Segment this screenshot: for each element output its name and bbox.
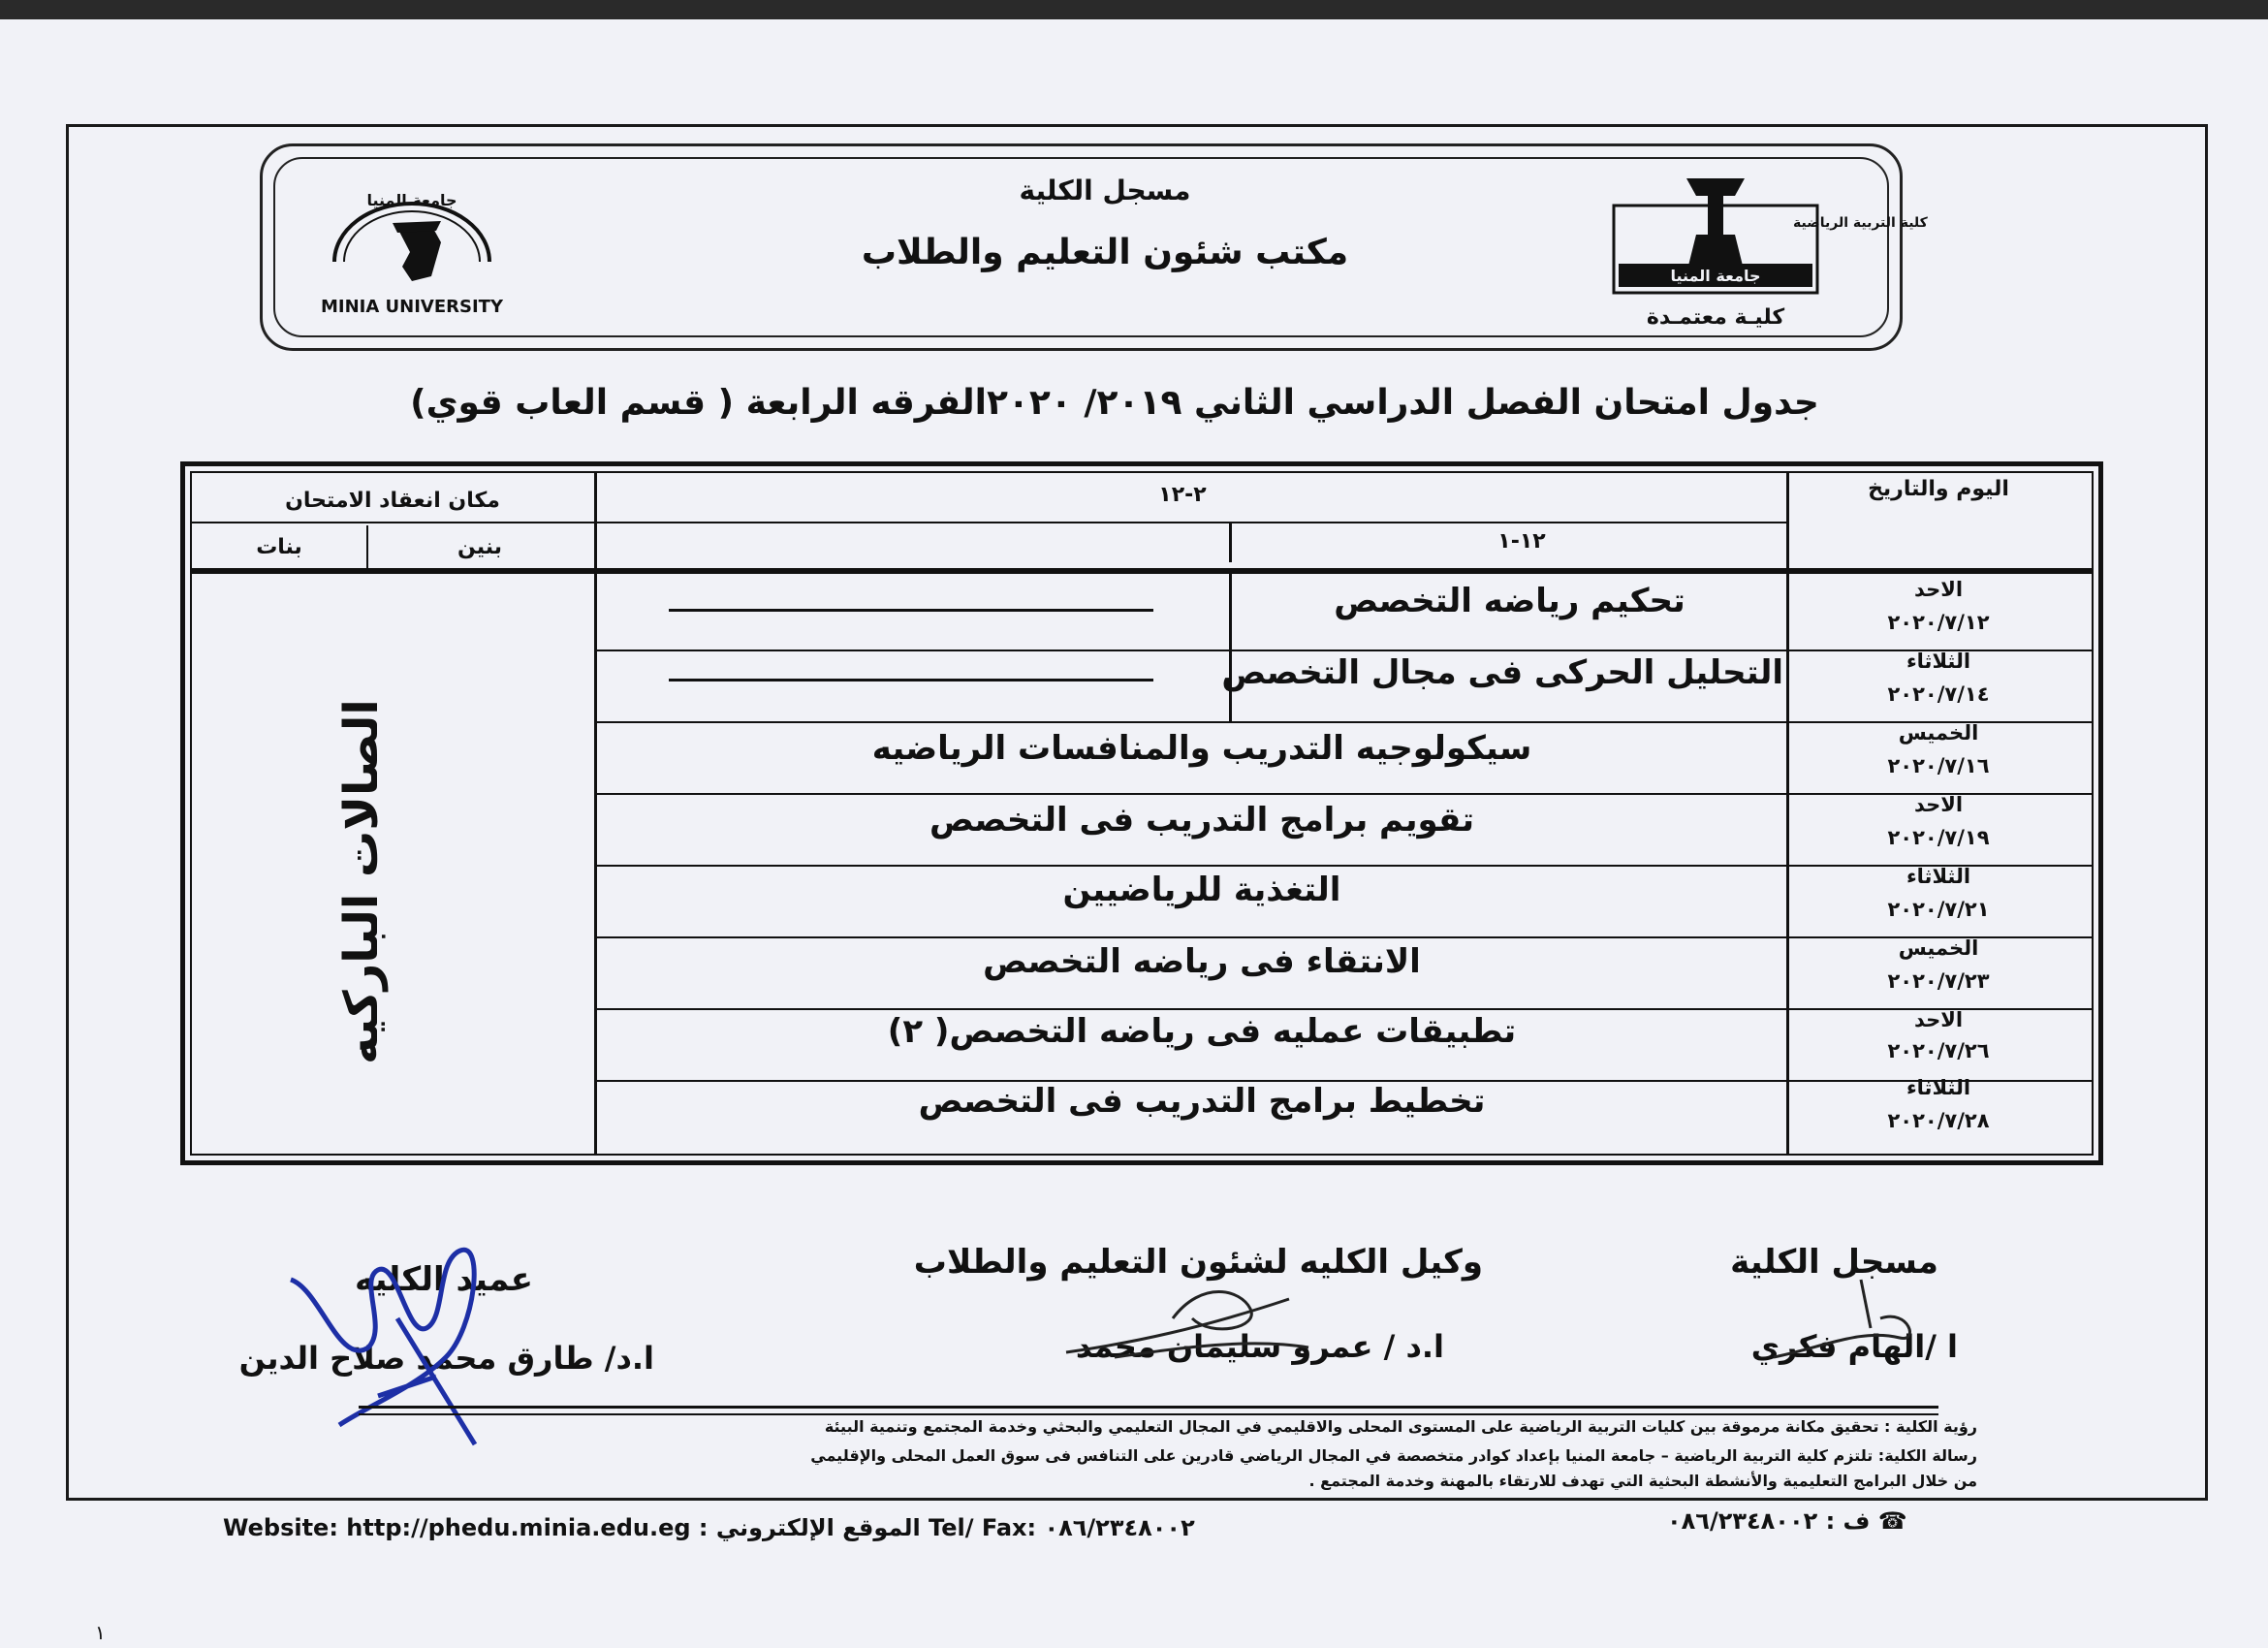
exam-location: الصالات الباركيه [334,699,389,1065]
col-divider-slot [1229,574,1232,721]
col-header-girls: بنات [256,535,302,559]
row-8-day: الثلاثاء [1906,1076,1971,1099]
time-slot-2: ١٢-١ [1497,529,1546,554]
fax-text: ف : ٠٨٦/٢٣٤٨٠٠٢ [1667,1507,1871,1535]
accredited-text: كليـة معتمـدة [1646,305,1785,330]
row-1-day: الاحد [1913,578,1964,601]
row-3-date: ٢٠٢٠/٧/١٦ [1887,754,1990,777]
fax-number [1667,1507,1907,1535]
row-4-day: الاحد [1913,793,1964,816]
row-4-date: ٢٠٢٠/٧/١٩ [1887,826,1990,849]
row-1-empty-slot [669,609,1153,612]
logo-university-text: MINIA UNIVERSITY [320,297,504,317]
row-2-course: التحليل الحركى فى مجال التخصص [1221,653,1783,692]
minia-university-logo-icon [296,184,528,320]
logo-faculty-text: كلية التربية الرياضية [1793,215,1928,231]
website-contact: Website: http://phedu.minia.edu.eg : الموقع الإلكتروني Tel/ Fax: ٠٨٦/٢٣٤٨٠٠٢ [223,1514,1195,1541]
row-6-date: ٢٠٢٠/٧/٢٣ [1887,969,1990,993]
header-row-divider [190,522,1788,523]
col-divider-slot-header [1229,522,1232,562]
registrar-title: مسجل الكلية [1730,1243,1938,1282]
logo-arc-text: جامعة المنيا [366,191,457,209]
col-header-day: اليوم والتاريخ [1868,477,2009,501]
row-7-day: الاحد [1913,1008,1964,1031]
time-slot-1: ٢-١٢ [1158,483,1207,507]
row-6-day: الخميس [1898,936,1979,960]
row-7-course: تطبيقات عمليه فى رياضه التخصص( ٢) [887,1012,1517,1051]
header-office: مكتب شئون التعليم والطلاب [861,233,1349,272]
row-8-date: ٢٠٢٠/٧/٢٨ [1887,1109,1990,1132]
dean-title: عميد الكليه [355,1260,533,1299]
college-vision: رؤية الكلية : تحقيق مكانة مرموقة بين كليات التربية الرياضية على المستوى المحلى والاقليمي في المجال التعليمي والبحثي وخدمة المجتمع وتنمية البيئة [824,1417,1977,1436]
row-3-day: الخميس [1898,721,1979,745]
college-mission-continued: من خلال البرامج التعليمية والأنشطة البحثية التي تهدف للارتقاء بالمهنة وخدمة المجتمع . [1308,1472,1977,1490]
row-2-day: الثلاثاء [1906,650,1971,673]
row-7-date: ٢٠٢٠/٧/٢٦ [1887,1039,1990,1062]
vice-dean-title: وكيل الكليه لشئون التعليم والطلاب [913,1243,1483,1282]
vice-dean-signature-icon [1056,1260,1347,1367]
faculty-logo-icon [1599,167,1928,332]
dean-signature-icon [281,1221,533,1454]
row-1-date: ٢٠٢٠/٧/١٢ [1887,611,1990,634]
vice-dean-name: ا.د / عمرو سليمان محمد [1075,1328,1444,1365]
row-3-course: سيكولوجيه التدريب والمنافسات الرياضيه [871,729,1532,768]
header-bottom-rule [190,568,2094,574]
schedule-title: جدول امتحان الفصل الدراسي الثاني ٢٠١٩/ ٢٠٢٠الفرقه الرابعة ( قسم العاب قوي) [410,383,1819,423]
col-header-location: مكان انعقاد الامتحان [285,489,500,513]
row-2-date: ٢٠٢٠/٧/١٤ [1887,682,1990,706]
registrar-name: ا /الهام فكري [1750,1328,1958,1365]
col-header-boys: بنين [457,535,503,559]
dean-name: ا.د/ طارق محمد صلاح الدين [238,1340,654,1377]
row-5-day: الثلاثاء [1906,865,1971,888]
footer-rule-1 [359,1406,1938,1409]
college-mission: رسالة الكلية: تلتزم كلية التربية الرياضية – جامعة المنيا بإعداد كوادر متخصصة في المجال الرياضي قادرين على التنافس فى سوق العمل المحلى والإقليمي [810,1446,1977,1465]
row-4-course: تقويم برامج التدريب فى التخصص [929,801,1475,840]
registrar-signature-icon [1764,1260,1958,1367]
row-5-date: ٢٠٢٠/٧/٢١ [1887,898,1990,921]
page-number: ١ [95,1621,106,1644]
header-registrar: مسجل الكلية [1019,174,1191,206]
scan-edge [0,0,2268,19]
row-2-empty-slot [669,679,1153,681]
row-5-course: التغذية للرياضيين [1062,871,1341,909]
row-6-course: الانتقاء فى رياضه التخصص [983,942,1421,981]
row-1-course: تحكيم رياضه التخصص [1334,582,1685,620]
phone-icon: ☎ [1870,1507,1907,1535]
row-8-course: تخطيط برامج التدريب فى التخصص [918,1082,1486,1121]
footer-rule-2 [359,1413,1938,1415]
logo-banner-text: جامعة المنيا [1670,267,1761,285]
